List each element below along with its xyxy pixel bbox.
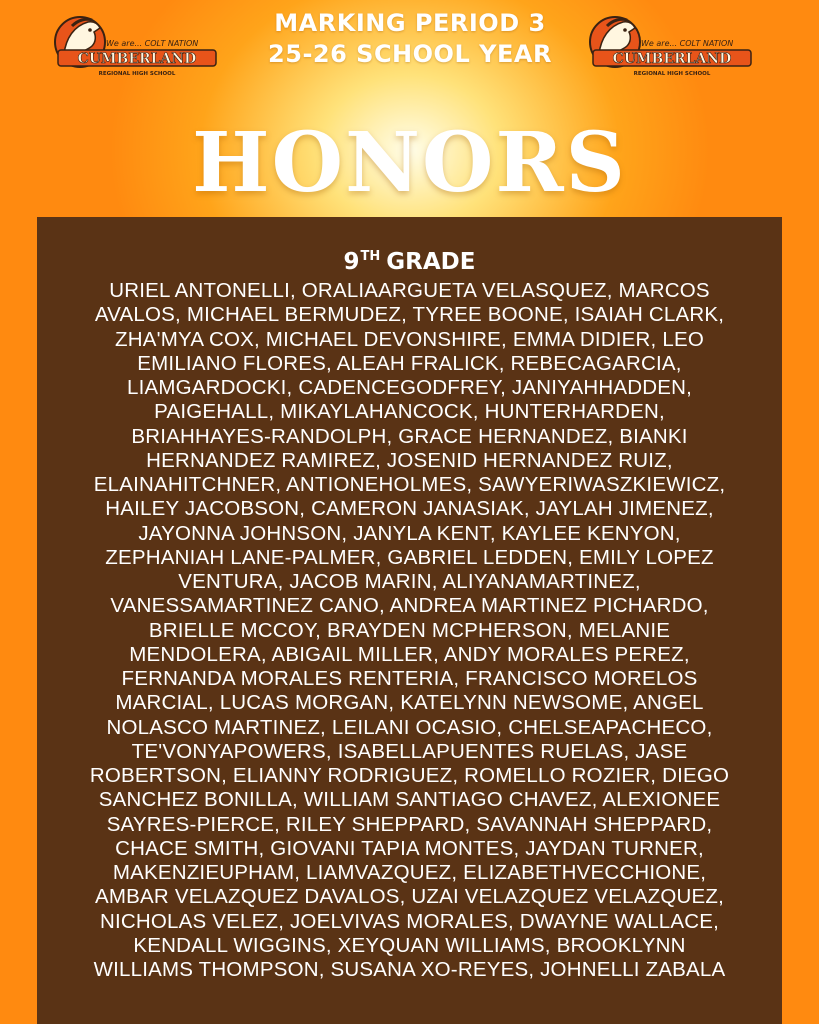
name-line: WILLIAMS THOMPSON, SUSANA XO-REYES, JOHNELLI ZABALA <box>93 958 726 981</box>
name-line: BRIELLE MCCOY, BRAYDEN MCPHERSON, MELANIE <box>148 618 671 642</box>
name-line: MARCIAL, LUCAS MORGAN, KATELYNN NEWSOME, ANGEL <box>115 691 704 715</box>
name-line: AVALOS, MICHAEL BERMUDEZ, TYREE BOONE, ISAIAH CLARK, <box>94 303 725 327</box>
logo-school-name: CUMBERLAND <box>77 51 197 67</box>
name-line: ZEPHANIAH LANE-PALMER, GABRIEL LEDDEN, EMILY LOPEZ <box>105 545 714 569</box>
name-line: URIEL ANTONELLI, ORALIAARGUETA VELASQUEZ, MARCOS <box>109 279 710 302</box>
name-line: VENTURA, JACOB MARIN, ALIYANAMARTINEZ, <box>178 570 641 593</box>
grade-number: 9 <box>343 249 360 275</box>
colt-logo-graphic <box>50 12 220 78</box>
name-line: ROBERTSON, ELIANNY RODRIGUEZ, ROMELLO ROZIER, DIEGO <box>89 764 730 787</box>
name-line: NICHOLAS VELEZ, JOELVIVAS MORALES, DWAYNE WALLACE, <box>99 909 720 933</box>
logo-school-sub: REGIONAL HIGH SCHOOL <box>633 71 711 77</box>
name-line: FERNANDA MORALES RENTERIA, FRANCISCO MORELOS <box>121 667 698 690</box>
student-names <box>47 279 772 982</box>
logo-tagline: We are... COLT NATION <box>641 39 734 48</box>
name-line: JAYONNA JOHNSON, JANYLA KENT, KAYLEE KENYON, <box>138 521 681 545</box>
name-line: MENDOLERA, ABIGAIL MILLER, ANDY MORALES PEREZ, <box>129 642 690 666</box>
name-line: HAILEY JACOBSON, CAMERON JANASIAK, JAYLAH JIMENEZ, <box>105 497 714 521</box>
name-line: ZHA'MYA COX, MICHAEL DEVONSHIRE, EMMA DIDIER, LEO <box>115 327 704 351</box>
name-line: HERNANDEZ RAMIREZ, JOSENID HERNANDEZ RUIZ, <box>146 448 673 472</box>
name-line: CHACE SMITH, GIOVANI TAPIA MONTES, JAYDAN TURNER, <box>115 836 704 860</box>
header <box>200 8 620 70</box>
name-line: MAKENZIEUPHAM, LIAMVAZQUEZ, ELIZABETHVECCHIONE, <box>112 861 707 884</box>
name-line: BRIAHHAYES-RANDOLPH, GRACE HERNANDEZ, BIANKI <box>131 424 688 448</box>
school-year: 25-26 SCHOOL YEAR <box>268 40 552 68</box>
page-title: HONORS <box>192 115 627 211</box>
grade-word: GRADE <box>386 249 476 275</box>
name-line: PAIGEHALL, MIKAYLAHANCOCK, HUNTERHARDEN, <box>154 400 665 424</box>
name-line: ELAINAHITCHNER, ANTIONEHOLMES, SAWYERIWASZKIEWICZ, <box>93 473 726 496</box>
name-line: TE'VONYAPOWERS, ISABELLAPUENTES RUELAS, JASE <box>131 739 688 763</box>
marking-period: MARKING PERIOD 3 <box>274 9 546 37</box>
name-line: LIAMGARDOCKI, CADENCEGODFREY, JANIYAHHADDEN, <box>126 376 693 399</box>
logo-school-sub: REGIONAL HIGH SCHOOL <box>98 71 176 77</box>
logo-tagline: We are... COLT NATION <box>106 39 199 48</box>
name-line: SAYRES-PIERCE, RILEY SHEPPARD, SAVANNAH SHEPPARD, <box>106 812 713 836</box>
logo-school-name: CUMBERLAND <box>612 51 732 67</box>
name-line: VANESSAMARTINEZ CANO, ANDREA MARTINEZ PICHARDO, <box>110 594 709 618</box>
name-line: KENDALL WIGGINS, XEYQUAN WILLIAMS, BROOKLYNN <box>133 933 686 957</box>
school-logo-left <box>50 12 220 78</box>
grade-suffix: TH <box>360 249 381 264</box>
grade-heading <box>37 243 782 276</box>
name-line: SANCHEZ BONILLA, WILLIAM SANTIAGO CHAVEZ, ALEXIONEE <box>98 788 721 812</box>
honors-list-panel <box>37 217 782 1024</box>
name-line: AMBAR VELAZQUEZ DAVALOS, UZAI VELAZQUEZ VELAZQUEZ, <box>95 885 724 909</box>
name-line: EMILIANO FLORES, ALEAH FRALICK, REBECAGARCIA, <box>137 351 682 375</box>
name-line: NOLASCO MARTINEZ, LEILANI OCASIO, CHELSEAPACHECO, <box>106 715 713 739</box>
